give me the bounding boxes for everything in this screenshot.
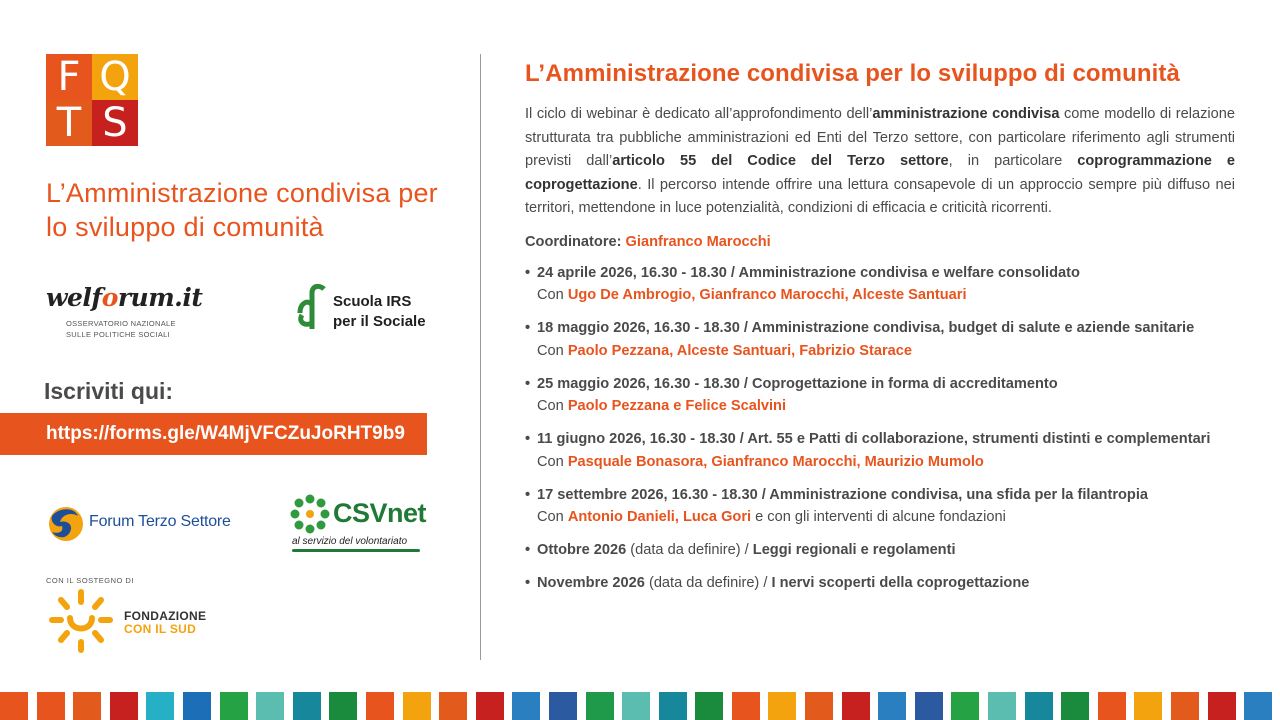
register-label: Iscriviti qui:	[44, 378, 174, 404]
color-square	[1098, 692, 1126, 720]
welforum-name: welforum.it	[46, 283, 203, 312]
event-topic: I nervi scoperti della coprogettazione	[771, 575, 1030, 592]
color-square	[256, 692, 284, 720]
event-item: • 24 aprile 2026, 16.30 - 18.30 / Amministrazione condivisa e welfare consolidato Con Ugo De Ambrogio, Gianfranco Marocchi, Alceste Santuari	[525, 264, 1080, 304]
fondazione-con-il-sud-logo	[46, 588, 246, 662]
color-square	[403, 692, 431, 720]
color-square	[915, 692, 943, 720]
csvnet-logo	[290, 494, 430, 554]
event-item-tbd: • Ottobre 2026 (data da definire) / Leggi regionali e regolamenti	[525, 542, 956, 559]
welforum-subtitle: OSSERVATORIO NAZIONALE SULLE POLITICHE SOCIALI	[66, 319, 176, 339]
event-heading: 17 settembre 2026, 16.30 - 18.30 / Amministrazione condivisa, una sfida per la filantropia	[537, 486, 1149, 503]
event-speakers: Paolo Pezzana, Alceste Santuari, Fabrizio Starace	[567, 342, 912, 359]
event-list	[525, 262, 1235, 595]
color-square	[512, 692, 540, 720]
logo-letter-f: F	[46, 54, 92, 100]
color-square	[366, 692, 394, 720]
color-square	[1134, 692, 1162, 720]
color-square	[293, 692, 321, 720]
color-square	[622, 692, 650, 720]
color-square	[1208, 692, 1236, 720]
logo-letter-q: Q	[92, 54, 138, 100]
color-square	[695, 692, 723, 720]
event-month: Ottobre 2026	[537, 542, 627, 559]
irs-name: Scuola IRS per il Sociale	[333, 293, 426, 330]
color-square	[1061, 692, 1089, 720]
event-speakers: Paolo Pezzana e Felice Scalvini	[567, 398, 787, 415]
color-square	[110, 692, 138, 720]
color-square	[842, 692, 870, 720]
column-divider	[480, 54, 481, 660]
color-square	[1171, 692, 1199, 720]
event-speakers: Antonio Danieli, Luca Gori	[567, 509, 752, 526]
left-title: L’Amministrazione condivisa per lo sviluppo di comunità	[46, 178, 438, 242]
color-square	[329, 692, 357, 720]
csvnet-mark-icon	[290, 494, 330, 534]
color-square	[659, 692, 687, 720]
color-square	[878, 692, 906, 720]
event-item: • 25 maggio 2026, 16.30 - 18.30 / Coprogettazione in forma di accreditamento Con Paolo Pezzana e Felice Scalvini	[525, 375, 1058, 415]
irs-mark-icon	[296, 283, 328, 331]
color-square	[586, 692, 614, 720]
color-square	[73, 692, 101, 720]
event-heading: 11 giugno 2026, 16.30 - 18.30 / Art. 55 e Patti di collaborazione, strumenti distinti e complementari	[537, 431, 1211, 448]
color-square	[951, 692, 979, 720]
event-topic: Leggi regionali e regolamenti	[752, 542, 956, 559]
register-link[interactable]: https://forms.gle/W4MjVFCZuJoRHT9b9	[0, 413, 427, 455]
color-square	[1244, 692, 1272, 720]
event-heading: 18 maggio 2026, 16.30 - 18.30 / Amministrazione condivisa, budget di salute e aziende sanitarie	[537, 320, 1195, 337]
color-square	[37, 692, 65, 720]
welforum-logo	[46, 283, 226, 340]
color-square	[768, 692, 796, 720]
event-heading: 24 aprile 2026, 16.30 - 18.30 / Amministrazione condivisa e welfare consolidato	[537, 264, 1080, 281]
event-speakers: Pasquale Bonasora, Gianfranco Marocchi, Maurizio Mumolo	[567, 453, 984, 470]
event-month: Novembre 2026	[537, 575, 645, 592]
event-item: • 18 maggio 2026, 16.30 - 18.30 / Amministrazione condivisa, budget di salute e aziende sanitarie Con Paolo Pezzana, Alceste Santuari, Fabrizio Starace	[525, 320, 1195, 359]
forum-terzo-settore-logo	[46, 502, 256, 546]
bottom-color-bar	[0, 692, 1280, 720]
color-square	[476, 692, 504, 720]
color-square	[183, 692, 211, 720]
left-column	[0, 0, 480, 690]
fondazione-name: FONDAZIONE CON IL SUD	[124, 609, 207, 636]
color-square	[988, 692, 1016, 720]
event-item: • 17 settembre 2026, 16.30 - 18.30 / Amministrazione condivisa, una sfida per la filantropia Con Antonio Danieli, Luca Gori e con gli interventi di alcune fondazioni	[525, 486, 1149, 526]
event-speakers: Ugo De Ambrogio, Gianfranco Marocchi, Alceste Santuari	[567, 287, 967, 304]
sun-icon	[46, 588, 116, 660]
forum-name: Forum Terzo Settore	[89, 513, 231, 530]
coordinator: Coordinatore: Gianfranco Marocchi	[525, 233, 771, 250]
csvnet-name: CSVnet	[333, 498, 427, 528]
event-heading: 25 maggio 2026, 16.30 - 18.30 / Coprogettazione in forma di accreditamento	[537, 375, 1058, 392]
csvnet-swoosh	[292, 549, 420, 552]
event-item: • 11 giugno 2026, 16.30 - 18.30 / Art. 55 e Patti di collaborazione, strumenti distinti e complementari Con Pasquale Bonasora, Gianfranco Marocchi, Maurizio Mumolo	[525, 431, 1211, 470]
color-square	[549, 692, 577, 720]
fqts-logo	[46, 54, 138, 146]
csvnet-subtitle: al servizio del volontariato	[292, 536, 408, 547]
color-square	[146, 692, 174, 720]
support-label: CON IL SOSTEGNO DI	[46, 576, 134, 585]
logo-letter-s: S	[92, 100, 138, 146]
color-square	[1025, 692, 1053, 720]
logo-letter-t: T	[46, 100, 92, 146]
intro-paragraph: Il ciclo di webinar è dedicato all’approfondimento dell’amministrazione condivisa come modello di relazione strutturata tra pubbliche amministrazioni ed Enti del Terzo settore, con particolare riferimento agli strumenti previsti dall’articolo 55 del Codice del Terzo settore, in particolare coprogrammazione e coprogettazione. Il percorso intende offrire una lettura consapevole di un approccio sempre più diffuso nei territori, mettendone in luce potenzialità, condizioni di efficacia e criticità ricorrenti.	[525, 106, 1236, 217]
color-square	[220, 692, 248, 720]
color-square	[0, 692, 28, 720]
coordinator-name: Gianfranco Marocchi	[625, 233, 771, 250]
color-square	[732, 692, 760, 720]
scuola-irs-logo	[296, 283, 446, 333]
forum-mark-icon	[46, 502, 84, 544]
event-item-tbd: • Novembre 2026 (data da definire) / I nervi scoperti della coprogettazione	[525, 575, 1030, 592]
right-title: L’Amministrazione condivisa per lo sviluppo di comunità	[525, 60, 1180, 87]
right-column	[525, 58, 1235, 605]
color-square	[805, 692, 833, 720]
color-square	[439, 692, 467, 720]
